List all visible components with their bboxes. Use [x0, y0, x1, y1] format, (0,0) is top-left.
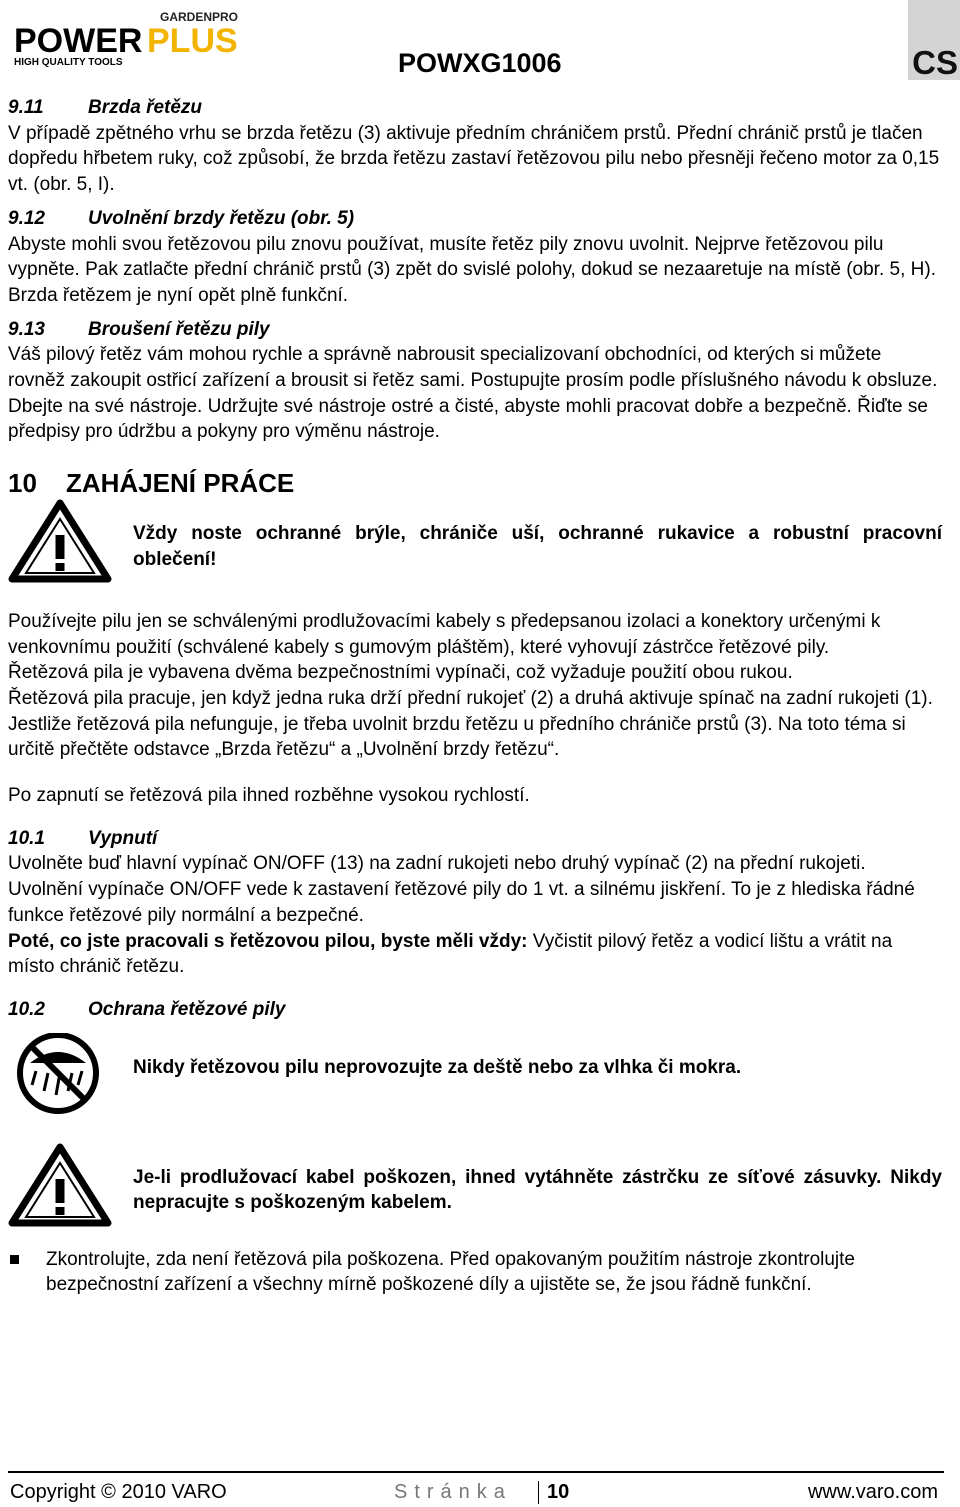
section-heading-10-2: 10.2 Ochrana řetězové pily	[8, 998, 286, 1020]
paragraph: Abyste mohli svou řetězovou pilu znovu používat, musíte řetěz pily znovu uvolnit. Nejprve řetězovou pilu vypněte. Pak zatlačte přední chránič prstů (3) zpět do svislé polohy, dokud se nezaaretuje na místě (obr. 5, H). Brzda řetězem je nyní opět plně funkční.	[8, 233, 936, 306]
language-code: CS	[912, 44, 958, 81]
warning-triangle-icon	[8, 499, 118, 583]
section-heading-9-12: 9.12 Uvolnění brzdy řetězu (obr. 5)	[8, 207, 355, 229]
warning-block	[8, 517, 942, 583]
paragraph: Váš pilový řetěz vám mohou rychle a správně nabrousit specializovaní obchodníci, od kterých si můžete rovněž zakoupit ostřicí zařízení a brousit si řetěz sami. Postupujte prosím podle příslušného návodu k obsluze.	[8, 344, 938, 392]
page-footer	[8, 1471, 944, 1503]
paragraph: Po zapnutí se řetězová pila ihned rozběhne vysokou rychlostí.	[8, 785, 530, 807]
paragraph: Poté, co jste pracovali s řetězovou pilou, byste měli vždy: Vyčistit pilový řetěz a vodicí lištu a vrátit na místo chránič řetězu.	[8, 930, 893, 978]
paragraph: Uvolnění vypínače ON/OFF vede k zastavení řetězové pily do 1 vt. a silnému jiskření. To je z hlediska řádné funkce řetězové pily normální a bezpečné.	[8, 879, 915, 926]
paragraph: Jestliže řetězová pila nefunguje, je třeba uvolnit brzdu řetězu u předního chrániče prstů (3). Na toto téma si určitě přečtěte odstavce „Brzda řetězu“ a „Uvolnění brzdy řetězu“.	[8, 713, 906, 761]
warning-text: Vždy noste ochranné brýle, chrániče uší, ochranné rukavice a robustní pracovní oblečení!	[133, 522, 942, 570]
section-heading-9-11: 9.11 Brzda řetězu	[8, 97, 203, 118]
paragraph: V případě zpětného vrhu se brzda řetězu (3) aktivuje předním chráničem prstů. Přední chránič prstů je tlačen dopředu hřbetem ruky, což způsobí, že brzda řetězu zastaví řetězovou pilu nebo přesněji řečeno motor za 0,15 vt. (obr. 5, I).	[8, 122, 940, 196]
bullet-marker	[8, 1247, 46, 1298]
content	[8, 95, 942, 1298]
page-label: Stránka	[394, 1481, 512, 1503]
page-number: 10	[538, 1481, 569, 1504]
warning-text: Je-li prodlužovací kabel poškozen, ihned vytáhněte zástrčku ze síťové zásuvky. Nikdy nepracujte s poškozeným kabelem.	[133, 1166, 942, 1214]
section-heading-10-1: 10.1 Vypnutí	[8, 827, 158, 849]
svg-text:HIGH QUALITY TOOLS: HIGH QUALITY TOOLS	[14, 57, 123, 68]
copyright: Copyright © 2010 VARO	[10, 1481, 227, 1503]
svg-text:GARDENPRO: GARDENPRO	[160, 10, 239, 24]
language-tab	[908, 0, 960, 80]
chapter-heading-10: 10 ZAHÁJENÍ PRÁCE	[8, 468, 295, 499]
paragraph: Řetězová pila pracuje, jen když jedna ruka drží přední rukojeť (2) a druhá aktivuje spínač na zadní rukojeti (1).	[8, 687, 933, 709]
model-number: POWXG1006	[398, 48, 562, 78]
no-rain-icon	[8, 1033, 118, 1117]
powerplus-logo	[10, 8, 270, 68]
website-link[interactable]: www.varo.com	[807, 1481, 938, 1503]
list-item: Zkontrolujte, zda není řetězová pila poškozena. Před opakovaným použitím nástroje zkontrolujte bezpečnostní zařízení a všechny mírně poškozené díly a ujistěte se, že jsou řádně funkční.	[8, 1247, 942, 1298]
paragraph: Řetězová pila je vybavena dvěma bezpečnostními vypínači, což vyžaduje použití obou rukou.	[8, 662, 793, 684]
svg-text:POWER: POWER	[14, 22, 143, 60]
svg-text:PLUS: PLUS	[147, 22, 238, 60]
rain-warning-block	[8, 1033, 942, 1117]
paragraph: Používejte pilu jen se schválenými prodlužovacími kabely s předepsanou izolaci a konektory určenými k venkovnímu použití (schválené kabely s gumovým pláštěm), které vyhovují zástrčce řetězové pily.	[8, 610, 881, 658]
warning-text: Nikdy řetězovou pilu neprovozujte za deště nebo za vlhka či mokra.	[133, 1056, 742, 1078]
cable-warning-block	[8, 1143, 942, 1227]
warning-triangle-icon	[8, 1143, 118, 1227]
section-heading-9-13: 9.13 Broušení řetězu pily	[8, 318, 270, 340]
paragraph: Dbejte na své nástroje. Udržujte své nástroje ostré a čisté, abyste mohli pracovat dobře a bezpečně. Řiďte se předpisy pro údržbu a pokyny pro výměnu nástroje.	[8, 395, 928, 443]
paragraph: Uvolněte buď hlavní vypínač ON/OFF (13) na zadní rukojeti nebo druhý vypínač (2) na přední rukojeti.	[8, 853, 866, 875]
